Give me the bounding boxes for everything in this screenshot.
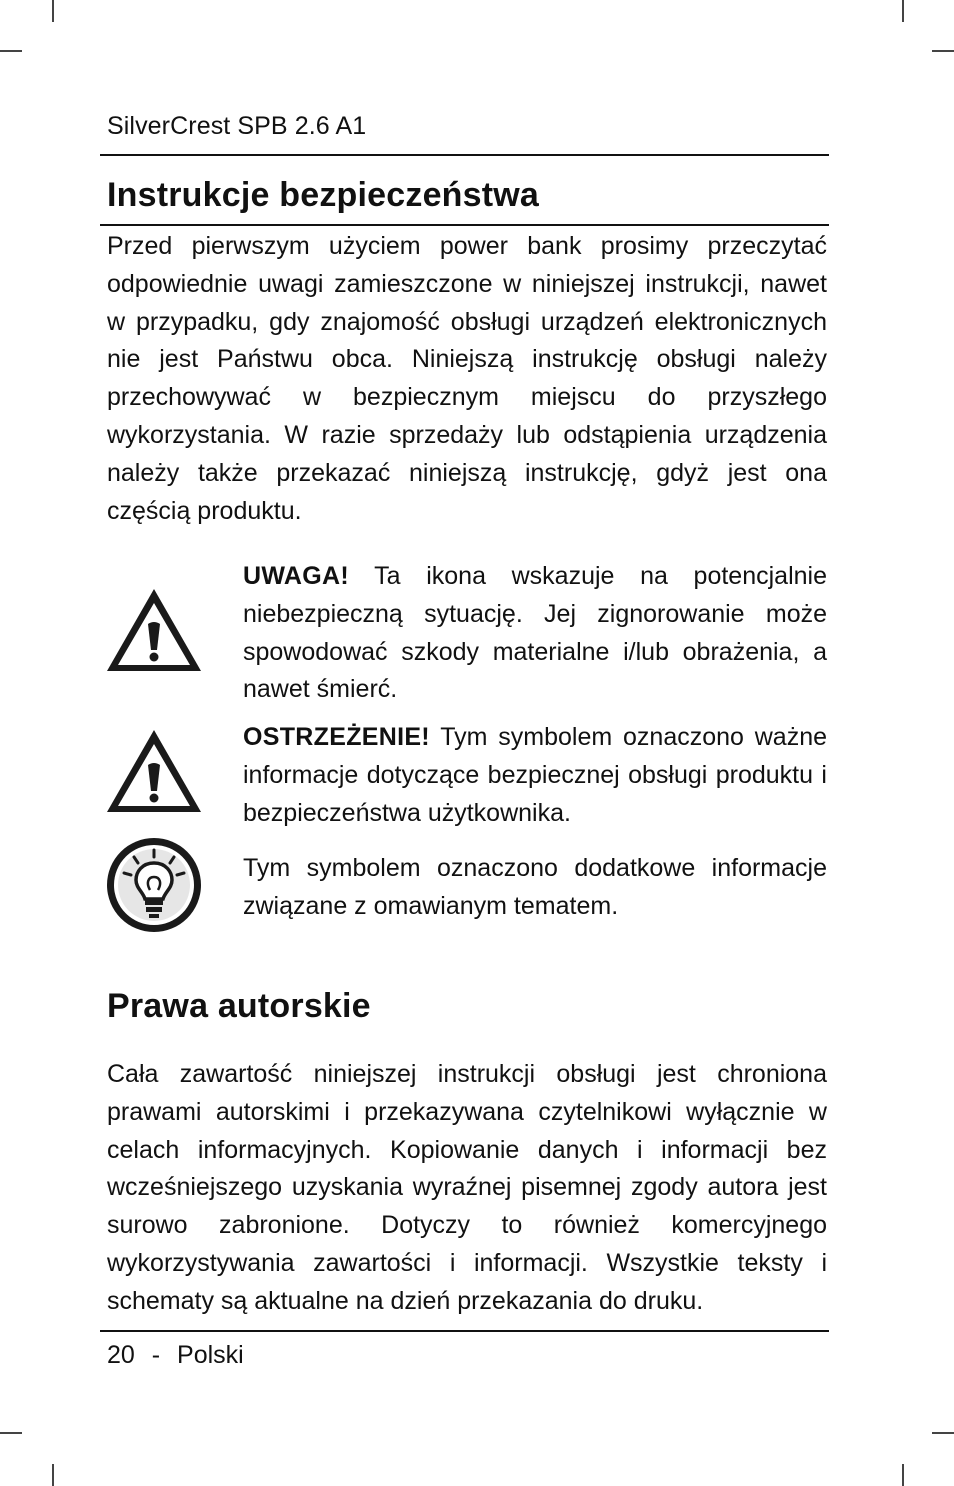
warning-triangle-icon — [104, 586, 204, 679]
notice-text: Tym symbolem oznaczono ważne informacje dotyczące bezpiecznej obsługi produktu i bezpieczeństwa użytkownika. — [243, 723, 827, 827]
warning-triangle-icon — [104, 727, 204, 820]
page-footer — [107, 1341, 244, 1370]
crop-mark — [902, 1464, 904, 1486]
page-number: 20 — [107, 1341, 135, 1369]
crop-mark — [902, 0, 904, 22]
copyright-paragraph: Cała zawartość niniejszej instrukcji obsługi jest chroniona prawami autorskimi i przekazywana czytelnikowi wyłącznie w celach informacyjnych. Kopiowanie danych i informacji bez wcześniejszego uzyskania wyraźnej pisemnej zgody autora jest surowo zabronione. Dotyczy to również komercyjnego wykorzystywania zawartości i informacji. Wszystkie teksty i schematy są aktualne na dzień przekazania do druku. — [107, 1060, 827, 1315]
lightbulb-icon — [104, 835, 204, 940]
footer-rule — [100, 1330, 829, 1332]
notice-label: UWAGA! — [243, 562, 349, 590]
notice-text: Tym symbolem oznaczono dodatkowe informacje związane z omawianym tematem. — [243, 854, 827, 920]
crop-mark — [52, 1464, 54, 1486]
notice-text: Ta ikona wskazuje na potencjalnie niebezpieczną sytuację. Jej zignorowanie może spowodować szkody materialne i/lub obrażenia, a nawet śmierć. — [243, 562, 827, 704]
crop-mark — [932, 50, 954, 52]
crop-mark — [52, 0, 54, 22]
notice-label: OSTRZEŻENIE! — [243, 723, 430, 751]
copyright-heading: Prawa autorskie — [107, 987, 371, 1025]
footer-language: Polski — [177, 1341, 244, 1369]
notice-caution — [243, 558, 827, 709]
safety-intro-paragraph: Przed pierwszym użyciem power bank prosimy przeczytać odpowiednie uwagi zamieszczone w niniejszej instrukcji, nawet w przypadku, gdy znajomość obsługi urządzeń elektronicznych nie jest Państwu obca. Niniejszą instrukcję obsługi należy przechowywać w bezpiecznym miejscu do przyszłego wykorzystania. W razie sprzedaży lub odstąpienia urządzenia należy także przekazać niniejszą instrukcję, gdyż jest ona częścią produktu. — [107, 232, 827, 525]
crop-mark — [0, 50, 22, 52]
header-rule — [100, 154, 829, 156]
notice-warning — [243, 719, 827, 832]
running-header: SilverCrest SPB 2.6 A1 — [107, 112, 367, 140]
safety-heading: Instrukcje bezpieczeństwa — [107, 176, 540, 214]
crop-mark — [0, 1432, 22, 1434]
notice-info — [243, 850, 827, 926]
heading-rule — [100, 224, 829, 226]
footer-separator: - — [151, 1341, 161, 1369]
crop-mark — [932, 1432, 954, 1434]
